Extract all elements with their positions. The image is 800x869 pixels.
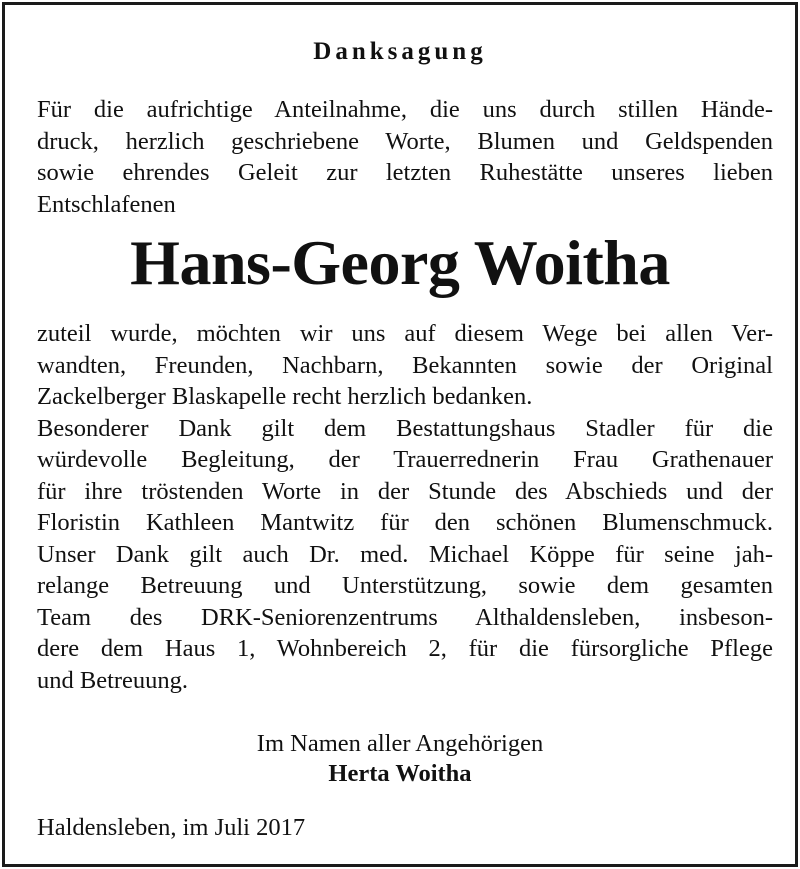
body-paragraph [37, 318, 773, 696]
signature-intro: Im Namen aller Angehörigen [256, 730, 544, 757]
intro-line: Für die aufrichtige Anteilnahme, die uns durch stillen Hände- [37, 96, 773, 123]
intro-paragraph [37, 94, 773, 220]
obituary-notice-frame [2, 2, 798, 867]
body-line: Team des DRK-Seniorenzentrums Althaldensleben, insbeson- [37, 603, 773, 631]
body-line: Floristin Kathleen Mantwitz für den schönen Blumenschmuck. [37, 509, 773, 536]
body-line: dere dem Haus 1, Wohnbereich 2, für die fürsorgliche Pflege [37, 635, 773, 662]
intro-line: druck, herzlich geschriebene Worte, Blumen und Geldspenden [37, 127, 773, 155]
body-line: wandten, Freunden, Nachbarn, Bekannten sowie der Original [37, 351, 773, 379]
body-line: würdevolle Begleitung, der Trauerrednerin Frau Grathenauer [37, 446, 773, 473]
place-date: Haldensleben, im Juli 2017 [37, 814, 306, 841]
signature-name: Herta Woitha [328, 760, 472, 787]
deceased-name: Hans-Georg Woitha [130, 227, 670, 298]
body-line: relange Betreuung und Unterstützung, sowie dem gesamten [37, 572, 773, 599]
body-line: Zackelberger Blaskapelle recht herzlich bedanken. [37, 383, 533, 410]
notice-heading: Danksagung [313, 38, 487, 65]
body-line: Besonderer Dank gilt dem Bestattungshaus Stadler für die [37, 414, 773, 442]
body-line: und Betreuung. [37, 666, 189, 694]
intro-line: sowie ehrendes Geleit zur letzten Ruhestätte unseres lieben [37, 159, 773, 186]
body-line: für ihre tröstenden Worte in der Stunde des Abschieds und der [37, 477, 773, 505]
intro-line: Entschlafenen [37, 190, 176, 218]
body-line: zuteil wurde, möchten wir uns auf diesem Wege bei allen Ver- [37, 320, 773, 347]
body-line: Unser Dank gilt auch Dr. med. Michael Köppe für seine jah- [37, 540, 773, 568]
